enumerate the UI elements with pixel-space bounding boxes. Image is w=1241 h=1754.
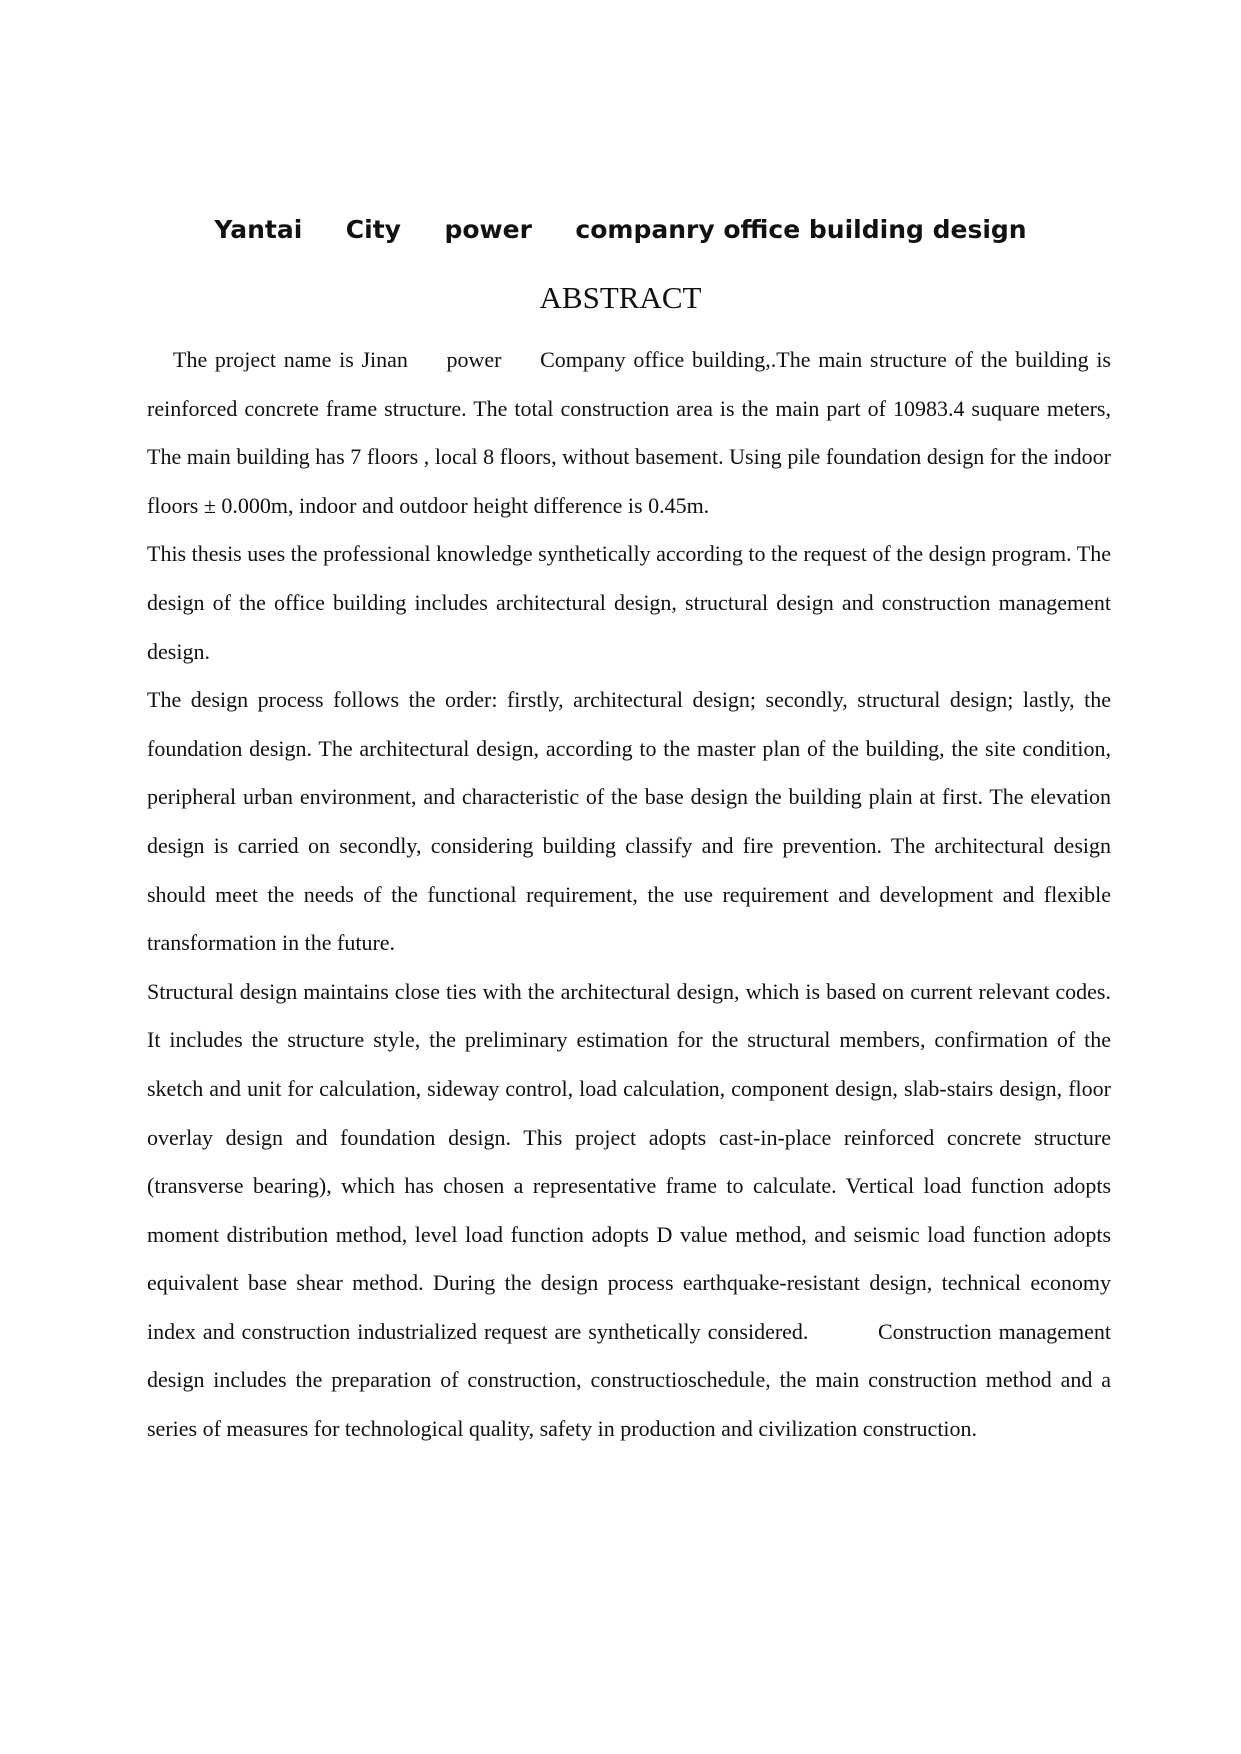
paragraph-structural-design: Structural design maintains close ties with the architectural design, which is based on current relevant codes. It includes the structure style, the preliminary estimation for the structural members, confirmation of the sketch and unit for calculation, sideway control, load calculation, component design, slab-stairs design, floor overlay design and foundation design. This project adopts cast-in-place reinforced concrete structure (transverse bearing), which has chosen a representative frame to calculate. Vertical load function adopts moment distribution method, level load function adopts D value method, and seismic load function adopts equivalent base shear method. During the design process earthquake-resistant design, technical economy index and construction industrialized request are synthetically considered. Construction management design includes the preparation of construction, constructioschedule, the main construction method and a series of measures for technological quality, safety in production and civilization construction. <box>147 978 1117 1442</box>
abstract-heading: ABSTRACT <box>539 280 702 315</box>
paragraph-design-process: The design process follows the order: firstly, architectural design; secondly, structural design; lastly, the foundation design. The architectural design, according to the master plan of the building, the site condition, peripheral urban environment, and characteristic of the base design the building plain at first. The elevation design is carried on secondly, considering building classify and fire prevention. The architectural design should meet the needs of the functional requirement, the use requirement and development and flexible transformation in the future. <box>147 687 1111 956</box>
paragraph-project-overview: The project name is Jinan power Company office building,.The main structure of the building is reinforced concrete frame structure. The total construction area is the main part of 10983.4 suquare meters, The main building has 7 floors , local 8 floors, without basement. Using pile foundation design for the indoor floors ± 0.000m, indoor and outdoor height difference is 0.45m. <box>147 347 1117 518</box>
document-title: Yantai City power companry office building design <box>214 215 1027 244</box>
paragraph-thesis-scope: This thesis uses the professional knowledge synthetically according to the request of the design program. The design of the office building includes architectural design, structural design and construction management design. <box>147 541 1111 664</box>
abstract-body <box>147 336 1117 1454</box>
